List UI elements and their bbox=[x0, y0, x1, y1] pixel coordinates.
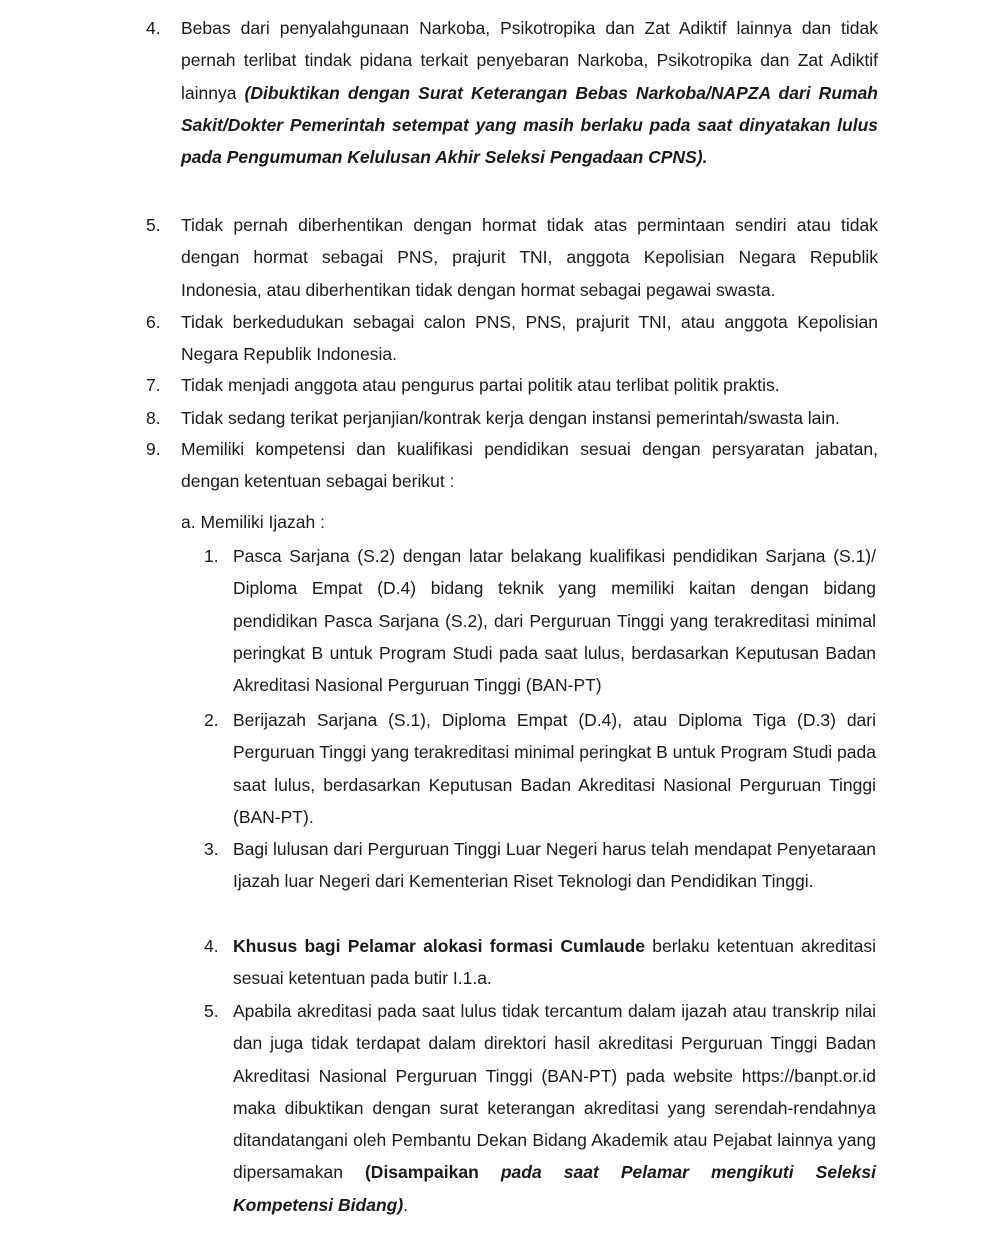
item-text: Bagi lulusan dari Perguruan Tinggi Luar Negeri harus telah mendapat Penyetaraan Ijazah luar Negeri dari Kementerian Riset Teknologi dan Pendidikan Tinggi. bbox=[233, 839, 876, 892]
item-number: 9. bbox=[146, 439, 161, 459]
item-text: Memiliki kompetensi dan kualifikasi pendidikan sesuai dengan persyaratan jabatan, dengan ketentuan sebagai berikut : bbox=[181, 439, 878, 492]
item-bold-lead: Khusus bagi Pelamar alokasi formasi Cumlaude bbox=[233, 936, 645, 956]
item-text: Pasca Sarjana (S.2) dengan latar belakang kualifikasi pendidikan Sarjana (S.1)/ Diploma Empat (D.4) bidang teknik yang memiliki kaitan dengan bidang pendidikan Pasca Sarjana (S.2), dari Perguruan Tinggi yang terakreditasi minimal peringkat B untuk Program Studi pada saat lulus, berdasarkan Keputusan Badan Akreditasi Nasional Perguruan Tinggi (BAN-PT) bbox=[233, 546, 876, 696]
item-number: 2. bbox=[204, 710, 219, 730]
item-number: 3. bbox=[204, 839, 219, 859]
item-text: Tidak pernah diberhentikan dengan hormat tidak atas permintaan sendiri atau tidak dengan hormat sebagai PNS, prajurit TNI, anggota Kepolisian Negara Republik Indonesia, atau diberhentikan tidak dengan hormat sebagai pegawai swasta. bbox=[181, 215, 878, 300]
sub-heading: a. Memiliki Ijazah : bbox=[181, 512, 325, 532]
item-text: Tidak menjadi anggota atau pengurus partai politik atau terlibat politik praktis. bbox=[181, 375, 780, 395]
item-number: 7. bbox=[146, 375, 161, 395]
item-text: Apabila akreditasi pada saat lulus tidak tercantum dalam ijazah atau transkrip nilai dan juga tidak terdapat dalam direktori hasil akreditasi Perguruan Tinggi Badan Akreditasi Nasional Perguruan Tinggi (BAN-PT) pada website https://banpt.or.id maka dibuktikan dengan surat keterangan akreditasi yang serendah-rendahnya ditandatangani oleh Pembantu Dekan Bidang Akademik atau Pejabat lainnya yang dipersamakan (Disampaikan pada saat Pelamar mengikuti Seleksi Kompetensi Bidang). bbox=[233, 1001, 876, 1215]
item-text: Tidak berkedudukan sebagai calon PNS, PNS, prajurit TNI, atau anggota Kepolisian Negara Republik Indonesia. bbox=[181, 312, 878, 365]
item-number: 6. bbox=[146, 312, 161, 332]
item-bold-note: (Disampaikan bbox=[364, 1162, 501, 1183]
item-bold-italic-note: (Dibuktikan dengan Surat Keterangan Bebas Narkoba/NAPZA dari Rumah Sakit/Dokter Pemerintah setempat yang masih berlaku pada saat dinyatakan lulus pada Pengumuman Kelulusan Akhir Seleksi Pengadaan CPNS). bbox=[181, 82, 878, 168]
item-number: 1. bbox=[204, 546, 219, 566]
item-number: 5. bbox=[204, 1001, 219, 1021]
item-number: 4. bbox=[204, 936, 219, 956]
item-text: Berijazah Sarjana (S.1), Diploma Empat (D.4), atau Diploma Tiga (D.3) dari Perguruan Tinggi yang terakreditasi minimal peringkat B untuk Program Studi pada saat lulus, berdasarkan Keputusan Badan Akreditasi Nasional Perguruan Tinggi (BAN-PT). bbox=[233, 710, 876, 827]
item-text: Bebas dari penyalahgunaan Narkoba, Psikotropika dan Zat Adiktif lainnya dan tidak pernah terlibat tindak pidana terkait penyebaran Narkoba, Psikotropika dan Zat Adiktif lainnya (Dibuktikan dengan Surat Keterangan Bebas Narkoba/NAPZA dari Rumah Sakit/Dokter Pemerintah setempat yang masih berlaku pada saat dinyatakan lulus pada Pengumuman Kelulusan Akhir Seleksi Pengadaan CPNS). bbox=[181, 18, 878, 168]
item-text: Khusus bagi Pelamar alokasi formasi Cumlaude berlaku ketentuan akreditasi sesuai ketentuan pada butir I.1.a. bbox=[233, 936, 876, 989]
item-text: Tidak sedang terikat perjanjian/kontrak kerja dengan instansi pemerintah/swasta lain. bbox=[181, 408, 840, 428]
item-number: 8. bbox=[146, 408, 161, 428]
item-number: 5. bbox=[146, 215, 161, 235]
item-number: 4. bbox=[146, 18, 161, 38]
item-bold-italic-note: pada saat Pelamar mengikuti Seleksi Kompetensi Bidang) bbox=[233, 1162, 876, 1215]
